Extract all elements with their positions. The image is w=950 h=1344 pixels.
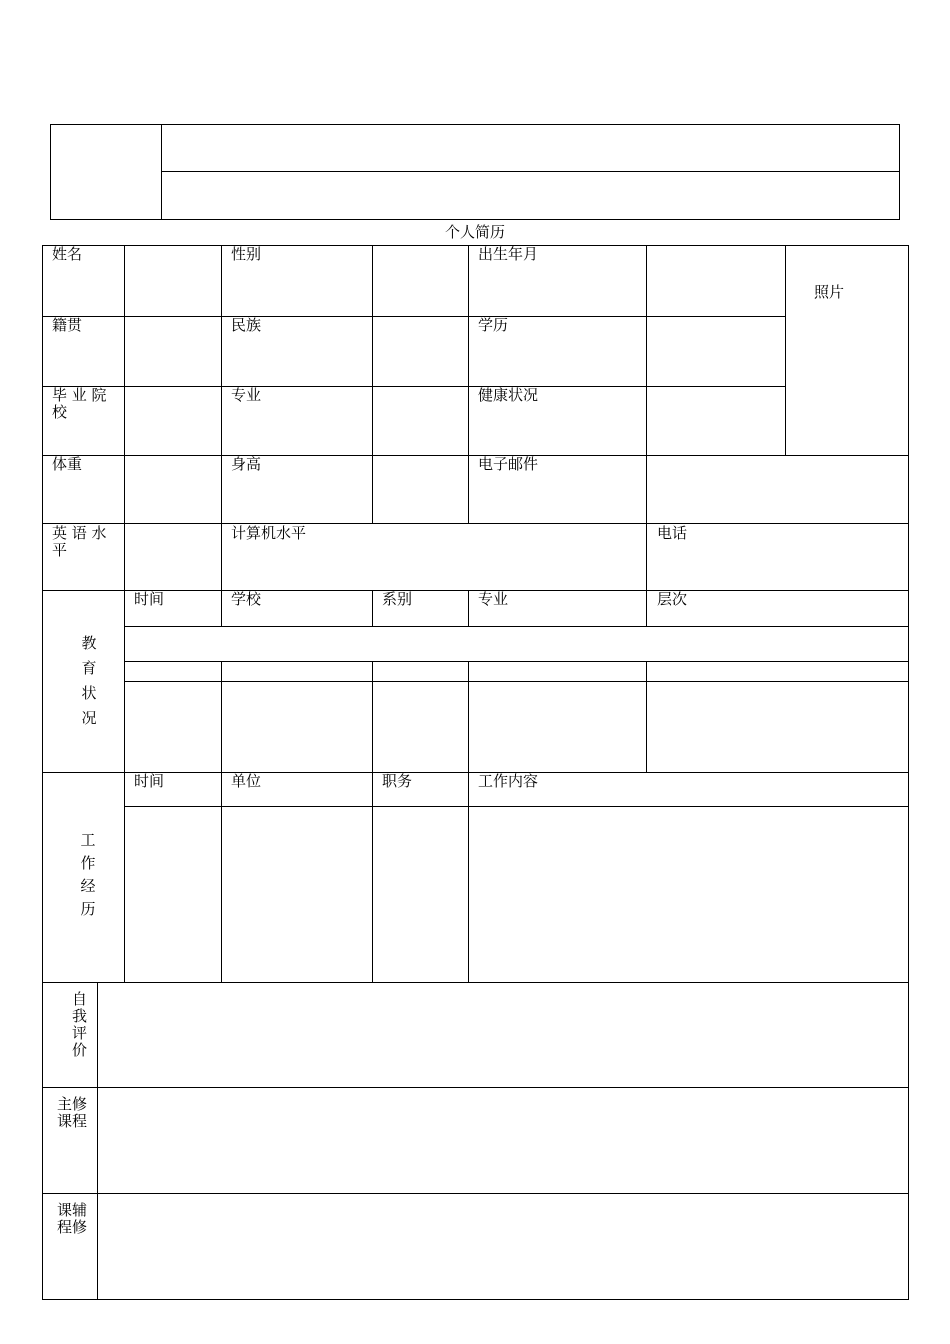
work-section-label: 工作经历: [80, 831, 96, 918]
bottom-col: [97, 982, 98, 1300]
edu-col-2: [372, 590, 373, 626]
edu-col-4: [646, 590, 647, 626]
row-line-1: [42, 316, 785, 317]
row-line-5: [42, 590, 909, 591]
work-header-content: 工作内容: [478, 772, 539, 790]
row-line-4: [42, 523, 909, 524]
row-line-3: [42, 455, 909, 456]
label-name: 姓名: [52, 245, 83, 263]
photo-label: 照片: [814, 283, 845, 301]
edu-header-major: 专业: [478, 590, 509, 608]
label-graduate-school: 毕 业 院校: [52, 386, 107, 421]
label-major: 专业: [231, 386, 262, 404]
header-box: [50, 124, 900, 220]
work-col-3: [468, 772, 469, 982]
work-header-employer: 单位: [231, 772, 262, 790]
row-line-9: [42, 1193, 909, 1194]
edu-col-8: [646, 661, 647, 772]
page-title: 个人简历: [444, 223, 505, 241]
edu-col-5: [221, 661, 222, 772]
label-computer-level: 计算机水平: [231, 524, 307, 542]
edu-col-6: [372, 661, 373, 772]
row-line-8: [42, 1087, 909, 1088]
header-divider: [161, 124, 162, 220]
label-height: 身高: [231, 455, 262, 473]
minor-courses-label: 课辅程修: [56, 1201, 87, 1236]
edu-header-time: 时间: [134, 590, 165, 608]
work-line-1: [124, 806, 909, 807]
work-header-time: 时间: [134, 772, 165, 790]
col-line-e: [646, 245, 647, 590]
edu-col-3: [468, 590, 469, 626]
row-line-2: [42, 386, 785, 387]
col-line-a: [124, 245, 125, 772]
work-col-0: [124, 772, 125, 982]
edu-col-7: [468, 661, 469, 772]
label-education: 学历: [478, 316, 509, 334]
self-evaluation-label: 自我评价: [71, 990, 87, 1059]
edu-header-school: 学校: [231, 590, 262, 608]
main-courses-label: 主修课程: [56, 1095, 87, 1130]
work-col-1: [221, 772, 222, 982]
label-birth: 出生年月: [478, 245, 539, 263]
work-col-2: [372, 772, 373, 982]
label-email: 电子邮件: [478, 455, 539, 473]
edu-header-department: 系别: [382, 590, 413, 608]
edu-line-2: [124, 661, 909, 662]
label-english-level: 英 语 水平: [52, 524, 107, 559]
label-health: 健康状况: [478, 386, 539, 404]
edu-col-1: [221, 590, 222, 626]
col-line-b: [221, 245, 222, 590]
label-ethnicity: 民族: [231, 316, 262, 334]
education-section-label: 教育状况: [81, 634, 97, 727]
work-header-position: 职务: [382, 772, 413, 790]
header-row-divider: [161, 171, 900, 172]
edu-header-level: 层次: [657, 590, 688, 608]
label-native-place: 籍贯: [52, 316, 83, 334]
label-weight: 体重: [52, 455, 83, 473]
photo-line: [785, 245, 786, 455]
row-line-6: [42, 772, 909, 773]
edu-line-1: [124, 626, 909, 627]
col-line-d: [468, 245, 469, 523]
col-line-c: [372, 245, 373, 523]
row-line-7: [42, 982, 909, 983]
edu-line-3: [124, 681, 909, 682]
label-phone: 电话: [657, 524, 688, 542]
label-gender: 性别: [231, 245, 262, 263]
